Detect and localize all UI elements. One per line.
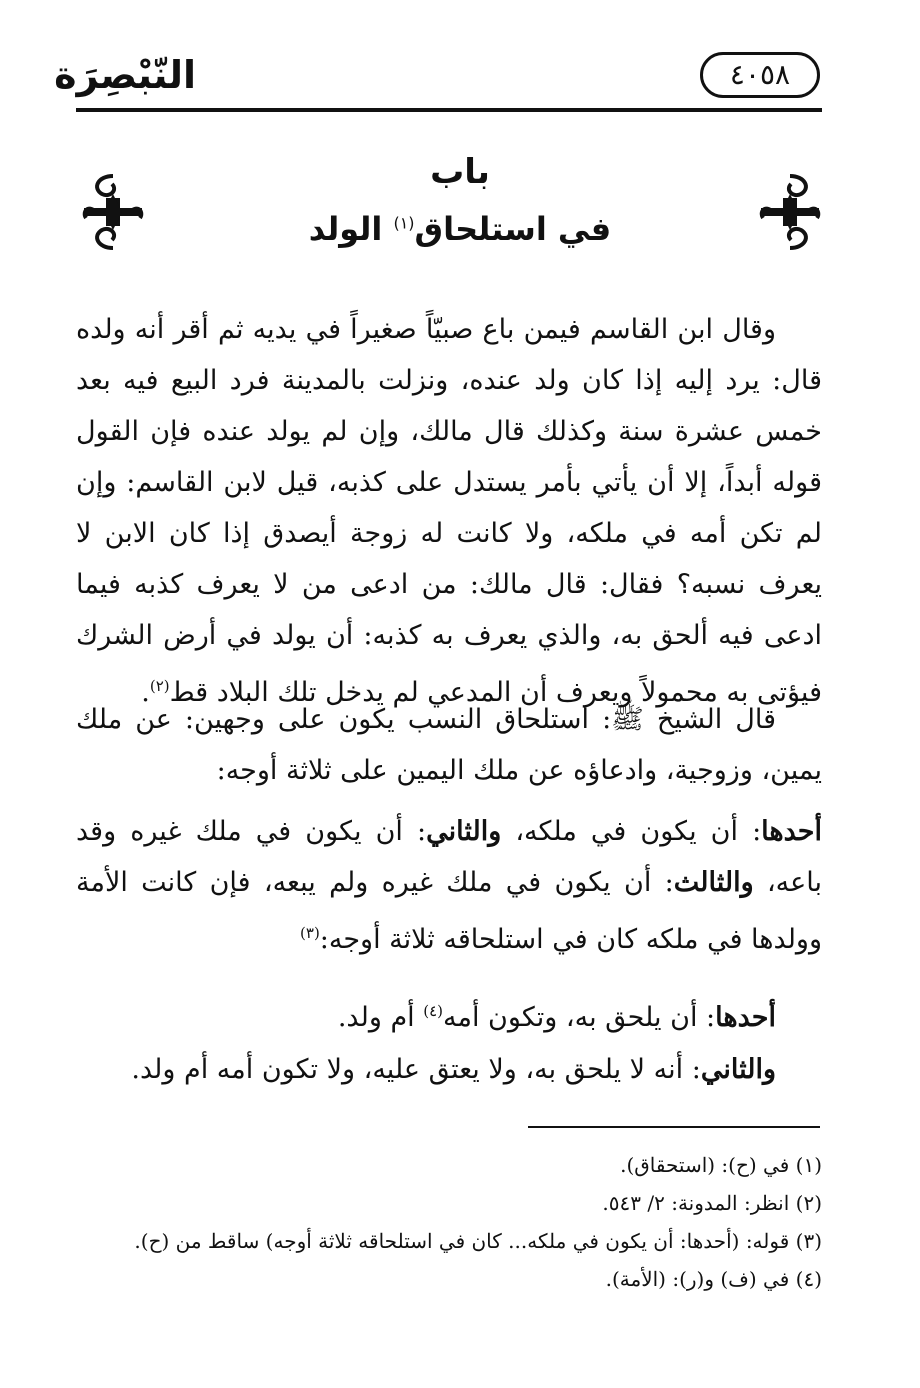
paragraph-text: وقال ابن القاسم فيمن باع صبيّاً صغيراً في يديه ثم أقر أنه ولده قال: يرد إليه إذا كان ولد عنده، ونزلت بالمدينة فرد البيع فيه بعد خمس عشرة سنة وكذلك قال مالك، وإن لم يولد عنده فإن القول قوله أبداً، إلا أن يأتي بأمر يستدل على كذبه، قيل لابن القاسم: وإن لم تكن أمه في ملكه، ولا كانت له زوجة أيصدق إذا كان الابن لا يعرف نسبه؟ فقال: قال مالك: من ادعى من لا يعرف كذبه فيما ادعى فيه ألحق به، والذي يعرف به كذبه: أن يولد في أرض الشرك فيؤتى به محمولاً ويعرف أن المدعي لم يدخل تلك البلاد قط <box>76 314 822 708</box>
footnote-ref: (٤) <box>423 1002 444 1020</box>
footnote: (٣) قوله: (أحدها: أن يكون في ملكه... كان في استلحاقه ثلاثة أوجه) ساقط من (ح). <box>134 1229 822 1253</box>
page-number: ٤٠٥٨ <box>729 58 791 91</box>
paragraph-end: . <box>141 677 150 708</box>
paragraph-text: : أن يكون في ملك غيره ولم يبعه، فإن كانت الأمة وولدها في ملكه كان في استلحاقه ثلاثة أوجه: <box>76 867 822 955</box>
enumeration-label: والثالث <box>673 867 754 898</box>
footnote-ref: (٣) <box>300 924 320 942</box>
paragraph-3 <box>76 806 822 965</box>
paragraph-text: : أن يكون في ملكه، <box>501 816 762 847</box>
enumeration-label: والثاني <box>700 1054 776 1085</box>
book-title: النّبْصِرَة <box>54 53 196 97</box>
paragraph-text: : أنه لا يلحق به، ولا يعتق عليه، ولا تكون أمه أم ولد. <box>131 1054 701 1085</box>
footnote: (١) في (ح): (استحقاق). <box>620 1153 822 1177</box>
footnote-ref: (٢) <box>149 677 170 695</box>
chapter-subtitle <box>200 210 720 248</box>
floral-ornament-icon <box>755 170 825 254</box>
footnote-ref: (١) <box>393 213 415 233</box>
main-text <box>76 806 822 965</box>
main-text <box>76 694 822 796</box>
paragraph-1 <box>76 304 822 718</box>
enumeration-label: والثاني <box>426 816 502 847</box>
footnote-separator <box>528 1126 820 1128</box>
paragraph-text: : أن يكون في ملك غيره وقد باعه، <box>76 816 823 898</box>
paragraph-text: أم ولد. <box>337 1002 424 1033</box>
chapter-subtitle-start: في استلحاق <box>414 210 612 248</box>
footnotes <box>76 1146 822 1298</box>
footnote: (٤) في (ف) و(ر): (الأمة). <box>605 1267 822 1291</box>
chapter-title: باب <box>430 152 490 192</box>
main-text <box>76 986 822 1043</box>
paragraph-5 <box>76 1044 822 1095</box>
paragraph-2: قال الشيخ ﷺ: استلحاق النسب يكون على وجهين: عن ملك يمين، وزوجية، وادعاؤه عن ملك اليمين على ثلاثة أوجه: <box>76 704 822 786</box>
header-rule <box>76 108 822 112</box>
main-text <box>76 304 822 718</box>
main-text <box>76 1044 822 1095</box>
enumeration-label: أحدها <box>761 816 823 847</box>
enumeration-label: أحدها <box>715 1002 776 1033</box>
floral-ornament-icon <box>78 170 148 254</box>
paragraph-text: : أن يلحق به، وتكون أمه <box>443 1002 716 1033</box>
paragraph-4 <box>76 986 822 1043</box>
chapter-subtitle-end: الولد <box>308 210 394 248</box>
footnote: (٢) انظر: المدونة: ٢/ ٥٤٣. <box>602 1191 822 1215</box>
